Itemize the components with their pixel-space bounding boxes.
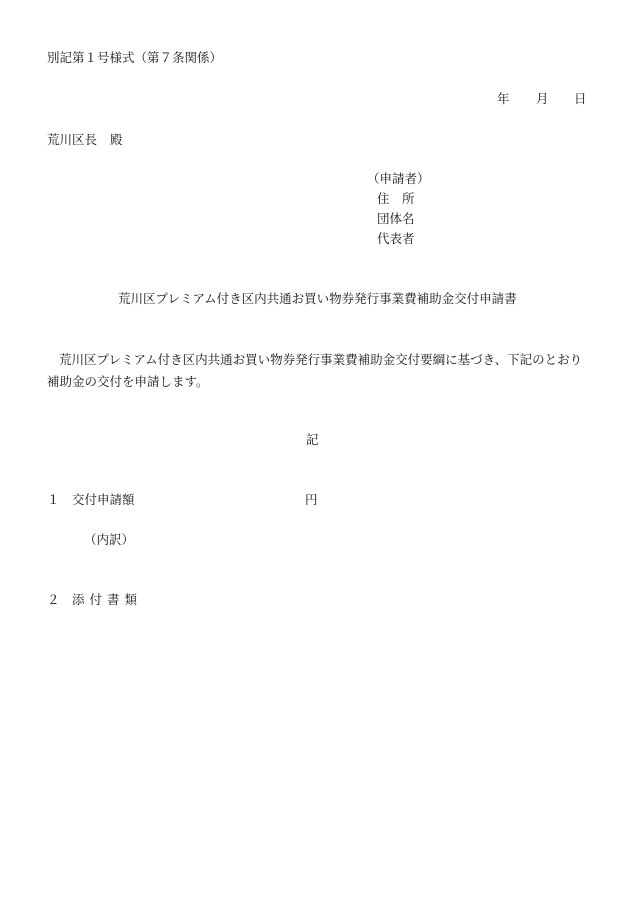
applicant-group-label: 団体名 bbox=[377, 211, 415, 226]
item-attachments bbox=[47, 592, 142, 607]
applicant-block bbox=[367, 171, 430, 251]
applicant-heading: （申請者） bbox=[367, 171, 430, 186]
body-paragraph bbox=[47, 349, 587, 393]
date-line bbox=[497, 91, 587, 106]
form-number-label: 別記第１号様式（第７条関係） bbox=[47, 50, 223, 65]
addressee bbox=[47, 132, 123, 147]
item-label: 添付書類 bbox=[72, 592, 143, 607]
breakdown-label: （内訳） bbox=[84, 532, 135, 547]
addressee-name: 荒川区長 bbox=[47, 132, 98, 147]
applicant-representative-label: 代表者 bbox=[377, 231, 415, 246]
document-title: 荒川区プレミアム付き区内共通お買い物券発行事業費補助金交付申請書 bbox=[118, 291, 517, 306]
item-number: １ bbox=[47, 492, 60, 507]
amount-unit: 円 bbox=[305, 492, 318, 507]
addressee-honorific: 殿 bbox=[110, 132, 123, 147]
item-application-amount bbox=[47, 492, 318, 507]
body-paragraph-text: 荒川区プレミアム付き区内共通お買い物券発行事業費補助金交付要綱に基づき、下記のとおり補助金の交付を申請します。 bbox=[47, 352, 583, 389]
date-day-label: 日 bbox=[574, 91, 587, 106]
ki-heading: 記 bbox=[306, 432, 319, 447]
item-number: ２ bbox=[47, 592, 60, 607]
item-label: 交付申請額 bbox=[72, 492, 135, 507]
date-month-label: 月 bbox=[536, 91, 549, 106]
date-year-label: 年 bbox=[497, 91, 510, 106]
applicant-address-label: 住 所 bbox=[377, 191, 415, 206]
